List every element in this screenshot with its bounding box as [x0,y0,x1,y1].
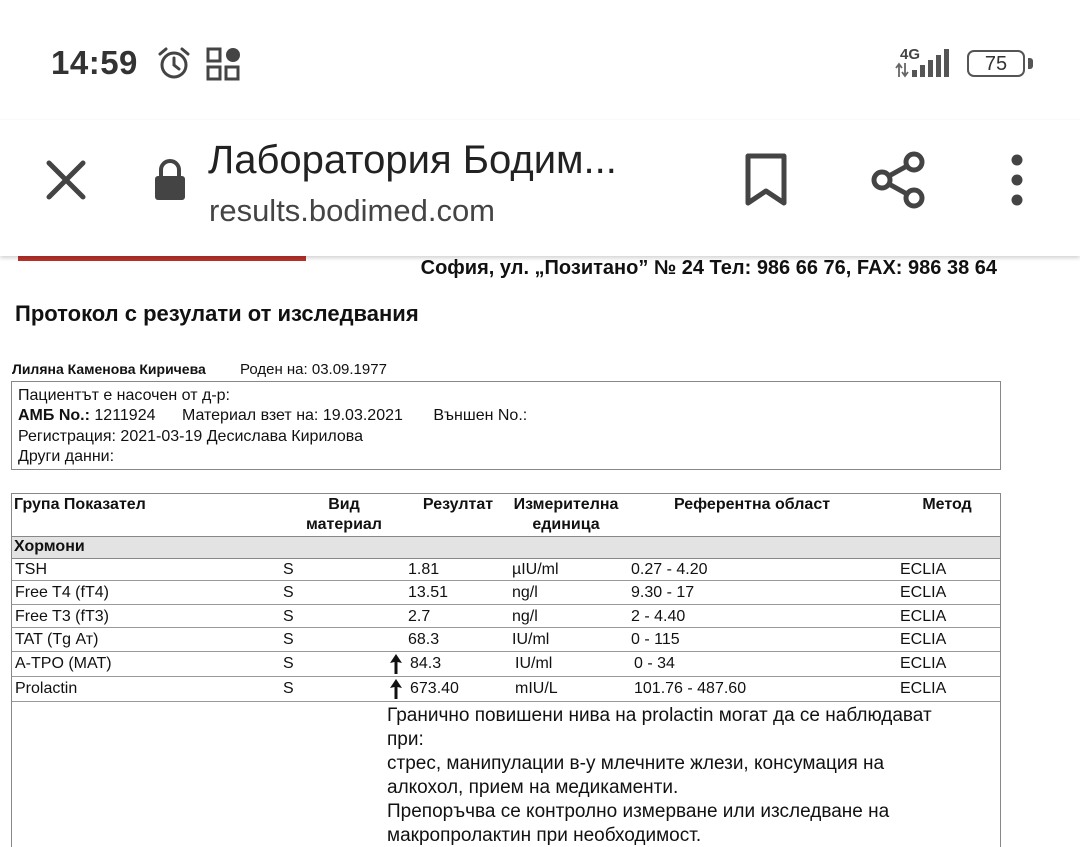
result-value: 673.40 [410,680,459,697]
indicator-name: TAT (Tg Ат) [15,631,99,648]
note-line: алкохол, прием на медикаменти. [387,777,679,798]
material-type: S [283,655,294,672]
indicator-name: Free T4 (fT4) [15,584,109,601]
patient-birthdate: Роден на: 03.09.1977 [239,361,387,378]
method: ECLIA [900,561,947,578]
material-type: S [283,608,294,625]
reference-range: 0 - 115 [631,631,680,648]
reference-range: 101.76 - 487.60 [634,680,747,697]
unit: µIU/ml [512,561,559,578]
indicator-name: Free T3 (fT3) [15,608,109,625]
table-row [12,605,1000,628]
result-value: 68.3 [408,631,440,648]
other-data: Други данни: [18,448,115,465]
browser-toolbar [0,120,1080,256]
material-type: S [283,584,294,601]
signal-strength-icon [912,49,952,77]
referred-by: Пациентът е насочен от д-р: [18,387,230,404]
method: ECLIA [900,584,947,601]
note-line: стрес, манипулации в-у млечните жлези, консумация на [387,753,885,774]
close-icon[interactable] [40,154,92,206]
result-value: 13.51 [408,584,449,601]
material-taken: Материал взет на: 19.03.2021 [181,407,403,424]
method: ECLIA [900,680,947,697]
data-transfer-icon [895,62,909,78]
unit: mIU/L [515,680,558,697]
registration: Регистрация: 2021-03-19 Десислава Кирилова [18,428,364,445]
header-unit-line2: единица [532,516,600,533]
header-material-line2: материал [306,516,382,533]
bookmark-icon[interactable] [742,152,790,208]
material-type: S [283,631,294,648]
result-value: 2.7 [408,608,431,625]
header-unit-line1: Измерителна [513,496,619,513]
amb-line [18,407,527,425]
unit: IU/ml [515,655,553,672]
indicator-name: Prolactin [15,680,78,697]
indicator-name: A-TPO (MAT) [15,655,112,672]
table-row [12,677,1000,702]
reference-range: 9.30 - 17 [631,584,695,601]
note-line: Гранично повишени нива на prolactin могат да се наблюдават [387,705,932,726]
status-bar [0,0,1080,120]
patient-name: Лиляна Каменова Киричева [12,361,206,377]
method: ECLIA [900,631,947,648]
page-title: Лаборатория Бодим... [208,138,617,182]
header-group: Група Показател [14,496,146,513]
header-reference: Референтна област [673,496,831,513]
share-icon[interactable] [870,150,928,210]
more-options-icon[interactable] [1003,154,1031,206]
lock-icon[interactable] [152,158,188,202]
header-material-line1: Вид [328,496,360,513]
table-row [12,581,1000,605]
table-row [12,558,1000,581]
patient-line [12,361,387,378]
header-material [292,495,396,535]
battery-percentage: 75 [984,53,1008,75]
note-line: при: [387,729,424,750]
reference-range: 0.27 - 4.20 [631,561,708,578]
material-type: S [283,680,294,697]
result-value: 84.3 [410,655,442,672]
elevated-arrow-icon [389,679,403,699]
header-unit [504,495,628,535]
elevated-arrow-icon [389,654,403,674]
indicator-name: TSH [15,561,47,578]
reference-range: 0 - 34 [634,655,675,672]
battery-tip [1028,58,1033,69]
results-table [11,493,1001,847]
method: ECLIA [900,608,947,625]
alarm-clock-icon [156,45,192,81]
unit: ng/l [512,584,538,601]
patient-info-box [11,381,1001,470]
material-type: S [283,561,294,578]
battery-icon [967,50,1025,77]
method: ECLIA [900,655,947,672]
reference-range: 2 - 4.40 [631,608,686,625]
header-method: Метод [922,496,972,513]
result-value: 1.81 [408,561,440,578]
group-row [12,536,1000,559]
group-label: Хормони [14,538,85,555]
unit: ng/l [512,608,538,625]
prolactin-note [387,704,987,847]
note-line: Препоръчва се контролно измерване или изследване на [387,801,890,822]
header-red-bar [18,256,306,261]
lab-address: София, ул. „Позитано” № 24 Тел: 986 66 76, FAX: 986 38 64 [420,257,997,279]
unit: IU/ml [512,631,550,648]
amb-label: АМБ No.: [18,407,90,424]
amb-value: 1211924 [94,407,156,424]
status-clock: 14:59 [51,44,138,81]
table-row [12,628,1000,652]
header-result: Резултат [422,496,494,513]
page-url[interactable]: results.bodimed.com [209,193,496,228]
protocol-title: Протокол с резулати от изследвания [15,301,419,326]
table-row [12,652,1000,677]
network-type-label: 4G [900,46,921,63]
external-number: Външен No.: [433,407,528,424]
document-viewport[interactable] [0,256,1080,847]
note-line: макропролактин при необходимост. [387,825,702,846]
app-grid-icon [206,47,242,81]
